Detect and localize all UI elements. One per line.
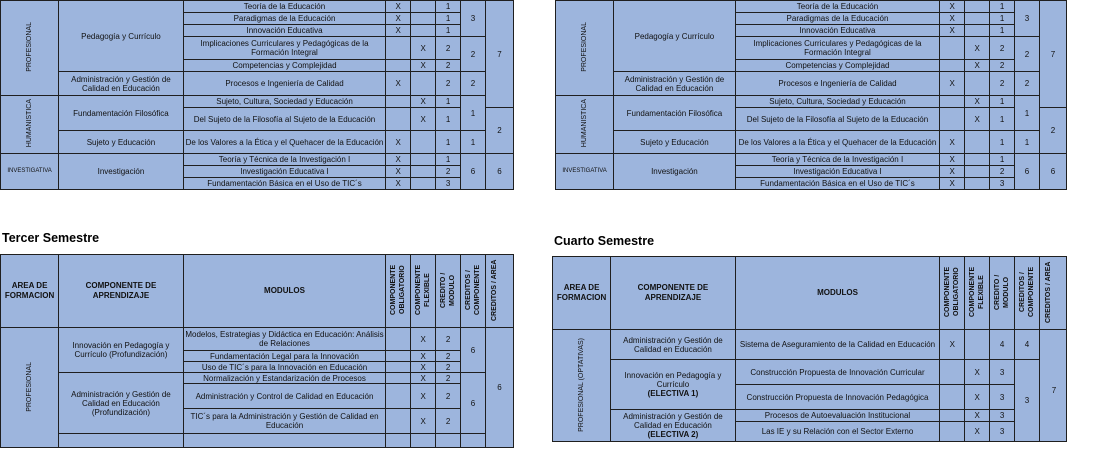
area-investigativa: INVESTIGATIVA xyxy=(1,154,59,190)
cuarto-semestre-table: AREA DE FORMACION COMPONENTE DE APRENDIZAJE MODULOS COMPONENTE OBLIGATORIO COMPONENTE FLEXIBLE CREDITO / MODULO CREDITOS / COMPONENTE CREDITOS / AREA PROFESIONAL (OPTATIVAS) Administración y Gestión de Calidad en Educación Sistema de Aseguramiento de la Calidad en Educación X 4 4 Innovación en Pedagogía y Currículo (ELECTIVA 1) Construcción Propuesta de Innovación Curricular X 3 3 Construcción Propuesta de Innovación Pedagógica X 3 Administración y Gestión de Calidad en Educación (ELECTIVA 2) Procesos de Autoevaluación Institucional X 3 Las IE y su Relación con el Sector Externo X 3 xyxy=(552,256,1067,442)
semester-table-top-left: PROFESIONAL Pedagogía y Currículo Teoría de la Educación X 1 3 7 Paradigmas de la Educación X 1 Innovación Educativa X 1 Implicaciones Curriculares y Pedagógicas de la Formación Integral X 2 2 Competencias y Complejidad X 2 Administración y Gestión de Calidad en Educación Procesos e Ingeniería de Calidad X 2 2 HUMANISTICA Fundamentación Filosófica Sujeto, Cultura, Sociedad y Educación X 1 1 Del Sujeto de la Filosofía al Sujeto de la Educación X 1 2 Sujeto y Educación De los Valores a la Ética y el Quehacer de la Educación X 1 1 INVESTIGATIVA Investigación Teoría y Técnica de la Investigación I X 1 6 6 Investigación Educativa I X 2 Fundamentación Básica en el Uso de TIC´s X 3 xyxy=(0,0,514,190)
component-pedagogia: Pedagogía y Currículo xyxy=(59,1,184,72)
header-creditos-componente: CREDITOS / COMPONENTE xyxy=(461,255,486,328)
header-credito-modulo: CREDITO / MODULO xyxy=(436,255,461,328)
module-cell: Teoría de la Educación xyxy=(183,1,386,13)
semester-table-top-right: PROFESIONAL Pedagogía y Currículo Teoría de la Educación X 1 3 7 Paradigmas de la Educación X 1 Innovación Educativa X 1 Implicaciones Curriculares y Pedagógicas de la Formación Integral X 2 2 Competencias y Complejidad X 2 Administración y Gestión de Calidad en Educación Procesos e Ingeniería de Calidad X 2 2 HUMANISTICA Fundamentación Filosófica Sujeto, Cultura, Sociedad y Educación X 1 1 Del Sujeto de la Filosofía al Sujeto de la Educación X 1 2 Sujeto y Educación De los Valores a la Ética y el Quehacer de la Educación X 1 1 INVESTIGATIVA Investigación Teoría y Técnica de la Investigación I X 1 6 6 Investigación Educativa I X 2 Fundamentación Básica en el Uso de TIC´s X 3 xyxy=(555,0,1067,190)
header-componente: COMPONENTE DE APRENDIZAJE xyxy=(59,255,184,328)
header-flexible: COMPONENTE FLEXIBLE xyxy=(411,255,436,328)
tercer-semestre-table: AREA DE FORMACION COMPONENTE DE APRENDIZAJE MODULOS COMPONENTE OBLIGATORIO COMPONENTE FLEXIBLE CREDITO / MODULO CREDITOS / COMPONENTE CREDITOS / AREA PROFESIONAL Innovación en Pedagogía y Currículo (Profundización) Modelos, Estrategias y Didáctica en Educación: Análisis de Relaciones X 2 6 6 Fundamentación Legal para la Innovación X 2 Uso de TIC´s para la Innovación en Educación X 2 Administración y Gestión de Calidad en Educación (Profundización) Normalización y Estandarización de Procesos X 2 6 Administración y Control de Calidad en Educación X 2 TIC´s para la Administración y Gestión de Calidad en Educación X 2 xyxy=(0,254,514,448)
cuarto-area-credits: 7 xyxy=(1051,386,1057,395)
header-modulos: MODULOS xyxy=(183,255,386,328)
header-area: AREA DE FORMACION xyxy=(1,255,59,328)
header-obligatorio: COMPONENTE OBLIGATORIO xyxy=(386,255,411,328)
area-credits: 7 xyxy=(485,1,513,108)
area-humanistica: HUMANISTICA xyxy=(1,96,59,154)
cuarto-semestre-title: Cuarto Semestre xyxy=(554,234,655,248)
area-profesional-optativas: PROFESIONAL (OPTATIVAS) xyxy=(553,330,611,442)
header-creditos-area: CREDITOS / AREA xyxy=(485,255,513,328)
area-profesional: PROFESIONAL xyxy=(1,328,59,448)
tercer-semestre-title: Tercer Semestre xyxy=(2,231,100,245)
area-profesional: PROFESIONAL xyxy=(1,1,59,96)
